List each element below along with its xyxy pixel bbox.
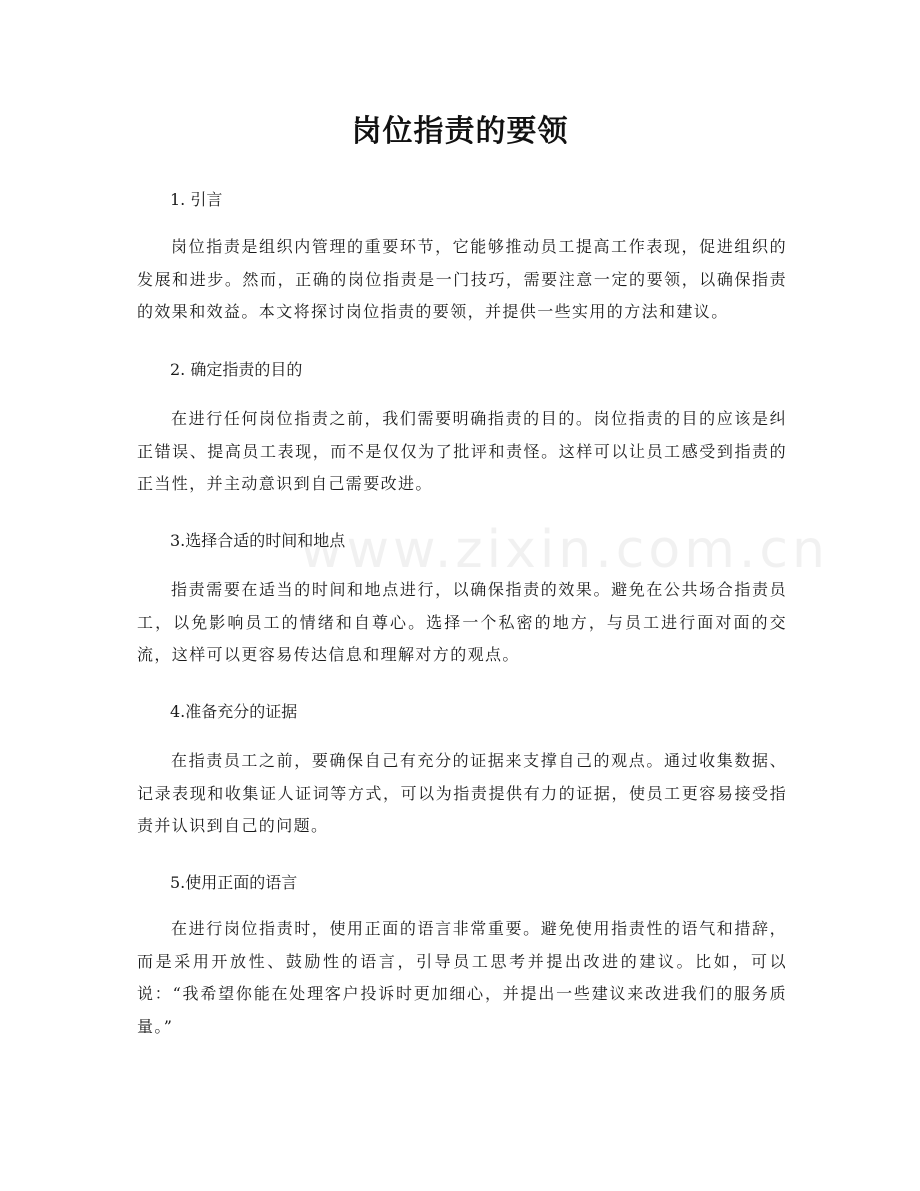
section-paragraph-4: 在指责员工之前，要确保自己有充分的证据来支撑自己的观点。通过收集数据、记录表现和收集证人证词等方式，可以为指责提供有力的证据，使员工更容易接受指责并认识到自己的问题。 xyxy=(137,751,787,835)
section-heading-5: 5.使用正面的语言 xyxy=(170,873,298,892)
watermark-text: www.zixin.com.cn xyxy=(300,520,829,580)
section-paragraph-3: 指责需要在适当的时间和地点进行，以确保指责的效果。避免在公共场合指责员工，以免影响员工的情绪和自尊心。选择一个私密的地方，与员工进行面对面的交流，这样可以更容易传达信息和理解对方的观点。 xyxy=(137,580,787,664)
section-paragraph-5: 在进行岗位指责时，使用正面的语言非常重要。避免使用指责性的语气和措辞，而是采用开放性、鼓励性的语言，引导员工思考并提出改进的建议。比如，可以说：“我希望你能在处理客户投诉时更加细心，并提出一些建议来改进我们的服务质量。” xyxy=(137,919,787,1036)
section-heading-3: 3.选择合适的时间和地点 xyxy=(170,531,346,550)
section-heading-2: 2. 确定指责的目的 xyxy=(170,360,303,379)
section-heading-4: 4.准备充分的证据 xyxy=(170,702,298,721)
section-heading-1: 1. 引言 xyxy=(170,190,223,209)
section-paragraph-2: 在进行任何岗位指责之前，我们需要明确指责的目的。岗位指责的目的应该是纠正错误、提高员工表现，而不是仅仅为了批评和责怪。这样可以让员工感受到指责的正当性，并主动意识到自己需要改进。 xyxy=(137,409,787,493)
document-title: 岗位指责的要领 xyxy=(351,114,569,149)
section-paragraph-1: 岗位指责是组织内管理的重要环节，它能够推动员工提高工作表现，促进组织的发展和进步。然而，正确的岗位指责是一门技巧，需要注意一定的要领，以确保指责的效果和效益。本文将探讨岗位指责的要领，并提供一些实用的方法和建议。 xyxy=(137,237,787,321)
